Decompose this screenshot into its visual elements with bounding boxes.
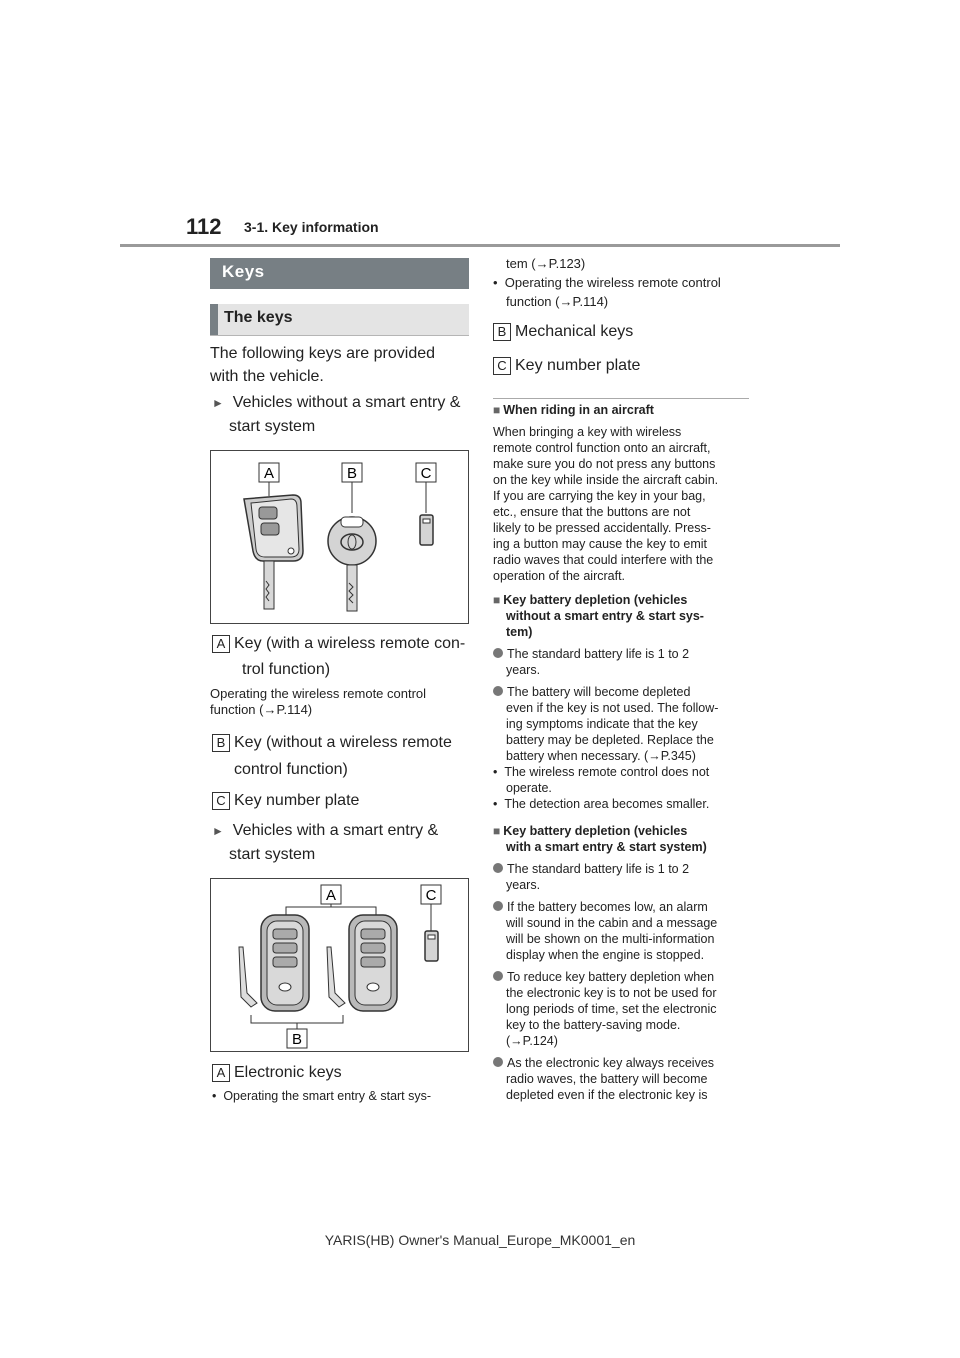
depletion-without-point1: The standard battery life is 1 to 2 years.	[493, 646, 755, 678]
depletion-without-bullet1: • The wireless remote control does not operate.	[493, 765, 710, 795]
without-smart-item-b: B Key (without a wireless remote control function)	[212, 731, 472, 781]
without-smart-item-c: C Key number plate	[212, 789, 472, 812]
aircraft-section	[493, 402, 755, 584]
fig1-label-b: B	[346, 465, 358, 482]
plain-key-icon	[328, 517, 376, 611]
label-a-box: A	[212, 1064, 230, 1082]
circle-bullet-icon	[493, 863, 503, 873]
triangle-right-icon: ►	[212, 396, 224, 410]
triangle-right-icon: ►	[212, 824, 224, 838]
footer-text: YARIS(HB) Owner's Manual_Europe_MK0001_en	[324, 1232, 636, 1248]
depletion-with-point4: As the electronic key always receives radio waves, the battery will become depleted even if the electronic key is	[493, 1055, 755, 1103]
right-top-bullets: tem (→P.123) • Operating the wireless remote control function (→P.114)	[493, 256, 721, 309]
label-c-box: C	[493, 357, 511, 375]
label-box-c	[416, 463, 436, 513]
depletion-with-point3: To reduce key battery depletion when the electronic key is to not be used for long periods of time, set the electronic key to the battery-saving mode. (→P.124)	[493, 969, 755, 1049]
depletion-with-point2: If the battery becomes low, an alarm will sound in the cabin and a message will be shown on the multi-information display when the engine is stopped.	[493, 899, 755, 963]
keys-heading-bar	[210, 258, 469, 289]
depletion-with-section	[493, 823, 755, 1103]
fig2-label-c: C	[425, 887, 437, 904]
label-a-box: A	[212, 635, 230, 653]
with-smart-heading: ► Vehicles with a smart entry & start system	[212, 822, 439, 863]
depletion-without-section	[493, 592, 755, 812]
depletion-with-point1: The standard battery life is 1 to 2 years.	[493, 861, 755, 893]
aircraft-body: When bringing a key with wireless remote control function onto an aircraft, make sure you do not press any buttons on the key while inside the aircraft cabin. If you are carrying the key in your bag, etc., ensure that the buttons are not likely to be pressed accidentally. Press- ing a button may cause the key to emit radio waves that could interfere with the operation of the aircraft.	[493, 425, 719, 583]
keys-figure-without-smart	[210, 450, 469, 624]
depletion-without-point2: The battery will become depleted even if the key is not used. The follow- ing symptoms indicate that the key battery may be depleted. Replace the battery when necessary. (→P.345)	[493, 684, 755, 764]
label-c-box: C	[212, 792, 230, 810]
the-keys-heading: The keys	[224, 309, 293, 326]
circle-bullet-icon	[493, 971, 503, 981]
divider	[493, 398, 749, 399]
depletion-without-bullet2: • The detection area becomes smaller.	[493, 797, 710, 811]
header-rule	[120, 244, 840, 247]
label-b-box: B	[493, 323, 511, 341]
keys-illustration-1	[211, 451, 468, 623]
key-number-plate-icon	[425, 931, 438, 961]
square-bullet-icon: ■	[493, 593, 501, 607]
heading-stripe	[210, 304, 218, 335]
fig1-label-a: A	[263, 465, 275, 482]
keys-figure-with-smart	[210, 878, 469, 1052]
keys-heading: Keys	[222, 262, 265, 281]
depletion-without-title: ■ Key battery depletion (vehicles without a smart entry & start sys- tem)	[493, 593, 704, 639]
label-box-a	[259, 463, 279, 496]
keys-illustration-2	[211, 879, 468, 1051]
with-smart-item-a: A Electronic keys	[212, 1061, 472, 1084]
page-number: 112	[186, 214, 222, 239]
without-smart-heading: ► Vehicles without a smart entry & start system	[212, 394, 461, 435]
fig1-label-c: C	[420, 465, 432, 482]
key-number-plate-icon	[420, 515, 433, 545]
without-smart-item-a-note: Operating the wireless remote control function (→P.114)	[210, 686, 427, 717]
square-bullet-icon: ■	[493, 824, 501, 838]
circle-bullet-icon	[493, 648, 503, 658]
without-smart-item-a: A Key (with a wireless remote con- trol function)	[212, 632, 472, 681]
label-box-b	[251, 1015, 343, 1048]
square-bullet-icon: ■	[493, 403, 501, 417]
label-box-b	[342, 463, 362, 513]
electronic-key-icon	[239, 915, 309, 1011]
section-title: 3-1. Key information	[244, 219, 379, 235]
remote-flip-key-icon	[244, 495, 303, 609]
aircraft-title: ■ When riding in an aircraft	[493, 403, 654, 417]
the-keys-heading-bar	[210, 304, 469, 336]
fig2-label-b: B	[291, 1031, 303, 1048]
label-box-a	[286, 885, 376, 915]
circle-bullet-icon	[493, 686, 503, 696]
with-smart-item-b: B Mechanical keys	[493, 320, 753, 343]
label-b-box: B	[212, 734, 230, 752]
circle-bullet-icon	[493, 1057, 503, 1067]
fig2-label-a: A	[325, 887, 337, 904]
circle-bullet-icon	[493, 901, 503, 911]
intro-text: The following keys are provided with the vehicle.	[210, 345, 436, 385]
with-smart-item-a-bullet1: • Operating the smart entry & start sys-	[212, 1089, 432, 1103]
label-box-c	[421, 885, 441, 931]
with-smart-item-c: C Key number plate	[493, 354, 753, 377]
electronic-key-icon	[327, 915, 397, 1011]
depletion-with-title: ■ Key battery depletion (vehicles with a smart entry & start system)	[493, 824, 707, 854]
